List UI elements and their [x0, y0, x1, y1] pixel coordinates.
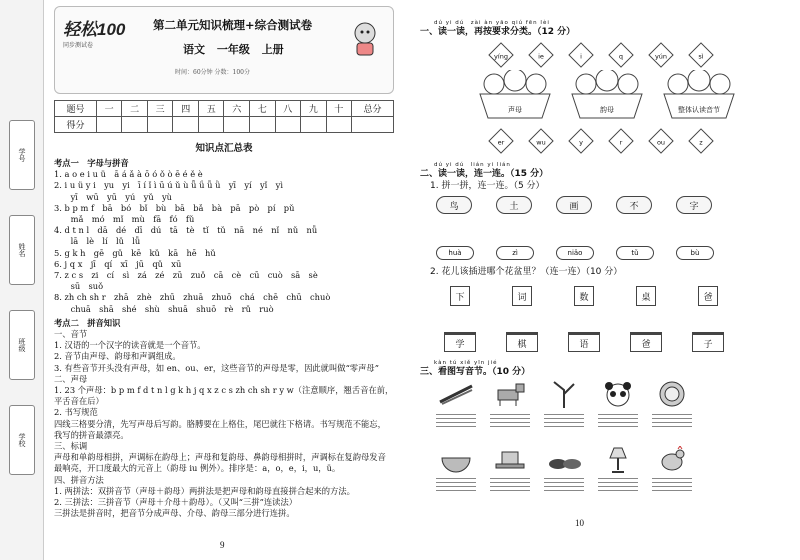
q2-pot[interactable]: 爸	[630, 332, 662, 352]
knowledge-line: lā lè lí lǔ lǚ	[54, 236, 141, 247]
knowledge-line: 3. 有些音节开头没有声母，如 en、ou、er，这些音节的声母是零，因此就叫做“零声母”	[54, 362, 379, 373]
score-table	[54, 100, 394, 133]
knowledge-line: 1. 23 个声母：b p m f d t n l g k h j q x z c s zh ch sh r y w（注意顺序，翘舌音在前，平舌音在后）	[54, 385, 394, 407]
knowledge-line: 8. zh ch sh r zhā zhè zhū zhuā zhuō chá chē chū chuò	[54, 292, 331, 303]
exam-subtitle: 语文 一年级 上册	[183, 43, 284, 56]
q1-card[interactable]: i	[568, 42, 593, 67]
score-header-cell: 八	[275, 101, 301, 117]
binding-field-student-id: 学号	[9, 120, 35, 190]
q1-card[interactable]: ou	[648, 128, 673, 153]
q2-char[interactable]: 画	[556, 196, 592, 214]
mascot-icon	[343, 15, 387, 59]
score-input-cell[interactable]	[326, 117, 352, 133]
q2-heading: dú yi dú lián yi lián 二、读一读，连一连。（15 分）	[420, 162, 549, 179]
score-input-cell[interactable]	[122, 117, 148, 133]
horse-icon	[490, 378, 530, 410]
q1-heading: dú yi dú zài àn yāo qiú fēn lèi 一、读一读，再按要求分类。（12 分）	[420, 20, 576, 37]
score-header-cell: 六	[224, 101, 250, 117]
score-header-cell: 二	[122, 101, 148, 117]
exam-meta: 时间：60分钟 分数：100分	[175, 69, 250, 76]
q2-pot[interactable]: 棋	[506, 332, 538, 352]
q1-card[interactable]: y	[568, 128, 593, 153]
q1-card[interactable]: ie	[528, 42, 553, 67]
q2-part1: 1. 拼一拼，连一连。（5 分）	[430, 181, 545, 191]
q2-char[interactable]: 字	[676, 196, 712, 214]
q2-pinyin[interactable]: tǔ	[616, 246, 654, 260]
q1-card[interactable]: wu	[528, 128, 553, 153]
score-input-cell[interactable]	[147, 117, 173, 133]
q2-flower[interactable]: 词	[512, 286, 532, 306]
q2-part1-area	[420, 192, 780, 266]
knowledge-line: 二、声母	[54, 373, 88, 384]
writing-lines[interactable]	[652, 414, 692, 432]
knowledge-line: mǎ mó mǐ mù fā fó fǔ	[54, 214, 195, 225]
knowledge-line: 7. z c s zi cí sì zá zé zū zuǒ cā cè cū cuò sā sè	[54, 270, 318, 281]
flute-icon	[436, 378, 476, 410]
knowledge-line: 四、拼音方法	[54, 474, 104, 485]
knowledge-line: 三、标调	[54, 441, 88, 452]
knowledge-line: 2. 三拼法：三拼音节（声母＋介母＋韵母）。（又叫“三拼”连读法）	[54, 497, 298, 508]
score-input-cell[interactable]	[198, 117, 224, 133]
knowledge-line: sū suǒ	[54, 281, 104, 292]
q1-bowl[interactable]: 声母	[476, 70, 554, 122]
writing-lines[interactable]	[598, 478, 638, 496]
score-header-cell: 七	[249, 101, 275, 117]
knowledge-line: 一、音节	[54, 329, 88, 340]
knowledge-line: 三拼法是拼音时，把音节分成声母、介母、韵母三部分进行连拼。	[54, 508, 295, 519]
q1-bowl[interactable]: 整体认读音节	[660, 70, 738, 122]
q1-card[interactable]: yíng	[488, 42, 513, 67]
writing-lines[interactable]	[652, 478, 692, 496]
q2-flower[interactable]: 下	[450, 286, 470, 306]
score-header-cell: 三	[147, 101, 173, 117]
q2-flower[interactable]: 数	[574, 286, 594, 306]
score-input-row	[55, 117, 394, 133]
knowledge-line: 1. 两拼法：双拼音节（声母＋韵母）两拼法是把声母和韵母直接拼合起来的方法。	[54, 485, 355, 496]
score-header-cell: 九	[301, 101, 327, 117]
q1-card[interactable]: er	[488, 128, 513, 153]
q2-pinyin[interactable]: huà	[436, 246, 474, 260]
page-number-right: 10	[575, 518, 584, 528]
binding-field-class: 班级	[9, 310, 35, 380]
q3-heading: kàn tú xiě yīn jié 三、看图写音节。（10 分）	[420, 360, 531, 377]
q2-pot[interactable]: 子	[692, 332, 724, 352]
binding-field-name: 姓名	[9, 215, 35, 285]
page-number-left: 9	[220, 540, 225, 550]
rooster-icon	[652, 444, 692, 476]
score-input-cell[interactable]	[275, 117, 301, 133]
q2-pinyin[interactable]: niǎo	[556, 246, 594, 260]
q1-area	[420, 38, 780, 158]
q2-flower[interactable]: 爸	[698, 286, 718, 306]
binding-field-school: 学校	[9, 405, 35, 475]
score-input-cell[interactable]	[301, 117, 327, 133]
writing-lines[interactable]	[490, 478, 530, 496]
kp2-title: 考点二 拼音知识	[54, 317, 121, 328]
score-input-cell[interactable]	[249, 117, 275, 133]
knowledge-line: 声母和单韵母相拼，声调标在韵母上；声母和复韵母、鼻韵母相拼时，声调标在复韵母发音最响亮，开口度最大的元音上（韵母 iu 例外）。排序是：a，o，e，i，u，ü。	[54, 452, 386, 474]
q2-char[interactable]: 土	[496, 196, 532, 214]
writing-lines[interactable]	[598, 414, 638, 432]
score-header-row	[55, 101, 394, 117]
q1-card[interactable]: r	[608, 128, 633, 153]
writing-lines[interactable]	[544, 478, 584, 496]
writing-lines[interactable]	[490, 414, 530, 432]
score-header-cell: 四	[173, 101, 199, 117]
branch-icon	[544, 378, 584, 410]
kp2-list	[54, 329, 394, 519]
score-input-cell[interactable]	[96, 117, 122, 133]
panda-icon	[598, 378, 638, 410]
section-title: 知识点汇总表	[195, 143, 253, 154]
knowledge-line: 2. i u ü y i yu yi ī í ǐ ì ū ú ǔ ù ǖ ǘ ǚ ǜ yī yí yǐ yì	[54, 180, 283, 191]
knowledge-line: 1. a o e i u ü ā á ǎ à ō ó ǒ ò ē é ě è	[54, 169, 203, 180]
q2-part2-area	[420, 278, 780, 358]
right-page	[420, 20, 780, 540]
lamp-icon	[598, 444, 638, 476]
knowledge-line: yī wū yū yú yǔ yù	[54, 191, 172, 202]
q2-pinyin[interactable]: bù	[676, 246, 714, 260]
knowledge-line: 3. b p m f bā bó bǐ bù bā bǎ bà pā pò pí pǔ	[54, 202, 295, 213]
score-header-cell: 题号	[55, 101, 97, 117]
knowledge-line: chuā shā shé shù shuā shuō rè rǔ ruò	[54, 303, 274, 314]
q2-char[interactable]: 不	[616, 196, 652, 214]
knowledge-line: 2. 音节由声母、韵母和声调组成。	[54, 351, 181, 362]
q1-card[interactable]: q	[608, 42, 633, 67]
writing-lines[interactable]	[436, 478, 476, 496]
q2-pot[interactable]: 语	[568, 332, 600, 352]
score-header-cell: 一	[96, 101, 122, 117]
score-header-cell: 十	[326, 101, 352, 117]
q2-pot[interactable]: 学	[444, 332, 476, 352]
q2-char[interactable]: 鸟	[436, 196, 472, 214]
knowledge-line: 2. 书写规范	[54, 407, 98, 418]
knowledge-line: 6. j q x jī qí xī jū qǔ xū	[54, 258, 182, 269]
writing-lines[interactable]	[544, 414, 584, 432]
knowledge-line: 1. 汉语的一个汉字的读音就是一个音节。	[54, 340, 206, 351]
score-header-cell: 总分	[352, 101, 394, 117]
knowledge-line: 四线三格要分清，先写声母后写韵。胳膊要在上格住，尾巴就往下格请。书写规范不能忘，我写的拼音最漂亮。	[54, 418, 386, 440]
exam-header	[54, 6, 394, 94]
shoes-icon	[544, 444, 584, 476]
q3-area	[420, 378, 780, 518]
q1-card[interactable]: z	[688, 128, 713, 153]
q2-flower[interactable]: 桌	[636, 286, 656, 306]
q1-card[interactable]: yún	[648, 42, 673, 67]
knowledge-line: 5. g k h gē gǔ kē kǔ kā hē hǔ	[54, 247, 216, 258]
q1-card[interactable]: sì	[688, 42, 713, 67]
hat-icon	[490, 444, 530, 476]
q2-part2: 2. 花儿该插进哪个花盆里？（连一连）（10 分）	[430, 267, 623, 277]
score-header-cell: 五	[198, 101, 224, 117]
kp1-title: 考点一 字母与拼音	[54, 158, 129, 168]
exam-title: 第二单元知识梳理+综合测试卷	[153, 18, 313, 32]
q1-bowl[interactable]: 韵母	[568, 70, 646, 122]
writing-lines[interactable]	[436, 414, 476, 432]
score-input-cell[interactable]	[173, 117, 199, 133]
watermelon-icon	[436, 444, 476, 476]
left-page	[54, 6, 394, 546]
score-input-cell[interactable]	[352, 117, 394, 133]
kp1-list	[54, 169, 394, 315]
knowledge-line: 4. d t n l dā dé dī dú tā tè tǐ tǔ nā né nǐ nǔ nǚ	[54, 225, 318, 236]
score-row-label: 得分	[55, 117, 97, 133]
q2-pinyin[interactable]: zì	[496, 246, 534, 260]
score-input-cell[interactable]	[224, 117, 250, 133]
brand-logo: 轻松100 同步测试卷	[63, 20, 126, 49]
lion-icon	[652, 378, 692, 410]
binding-strip	[0, 0, 44, 560]
